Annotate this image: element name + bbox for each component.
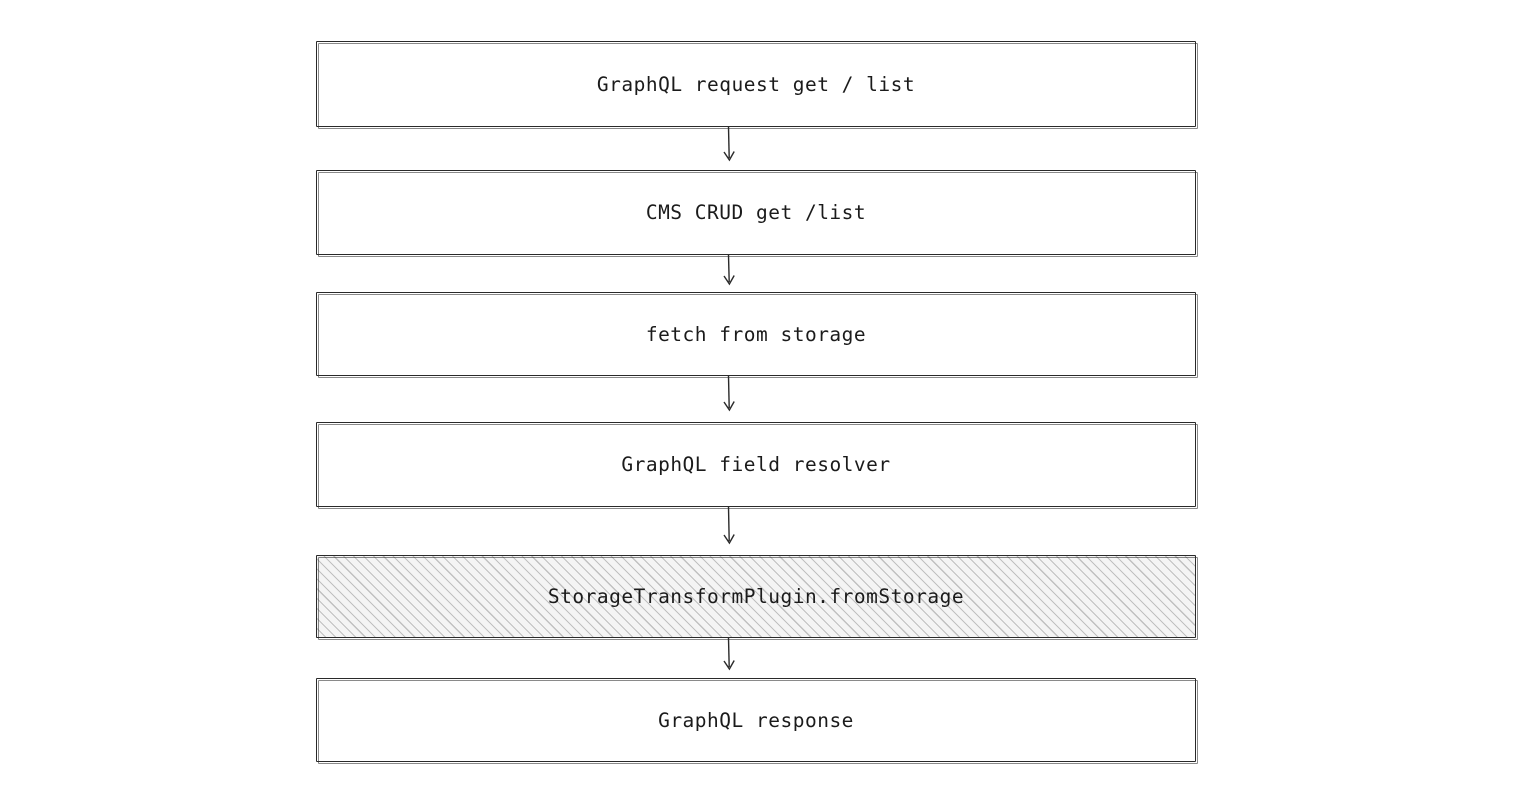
arrow-connector-2 — [718, 255, 742, 295]
flow-node-label: GraphQL response — [658, 708, 854, 732]
flow-node-graphql-field-resolver — [316, 422, 1196, 507]
flow-node-label: StorageTransformPlugin.fromStorage — [547, 585, 965, 608]
flow-node-cms-crud — [316, 170, 1196, 255]
arrow-connector-1 — [718, 127, 742, 171]
arrow-connector-3 — [718, 376, 742, 421]
arrow-connector-5 — [718, 638, 742, 680]
arrow-connector-4 — [718, 507, 742, 555]
flow-node-graphql-response — [316, 678, 1196, 762]
flow-node-label: GraphQL request get / list — [596, 72, 916, 96]
flow-node-graphql-request — [316, 41, 1196, 127]
flow-node-storage-transform-plugin — [316, 555, 1196, 638]
flow-node-label: GraphQL field resolver — [621, 453, 891, 476]
flow-node-fetch-from-storage — [316, 292, 1196, 376]
flow-node-label: CMS CRUD get /list — [645, 201, 867, 224]
flow-node-label: fetch from storage — [645, 322, 867, 346]
